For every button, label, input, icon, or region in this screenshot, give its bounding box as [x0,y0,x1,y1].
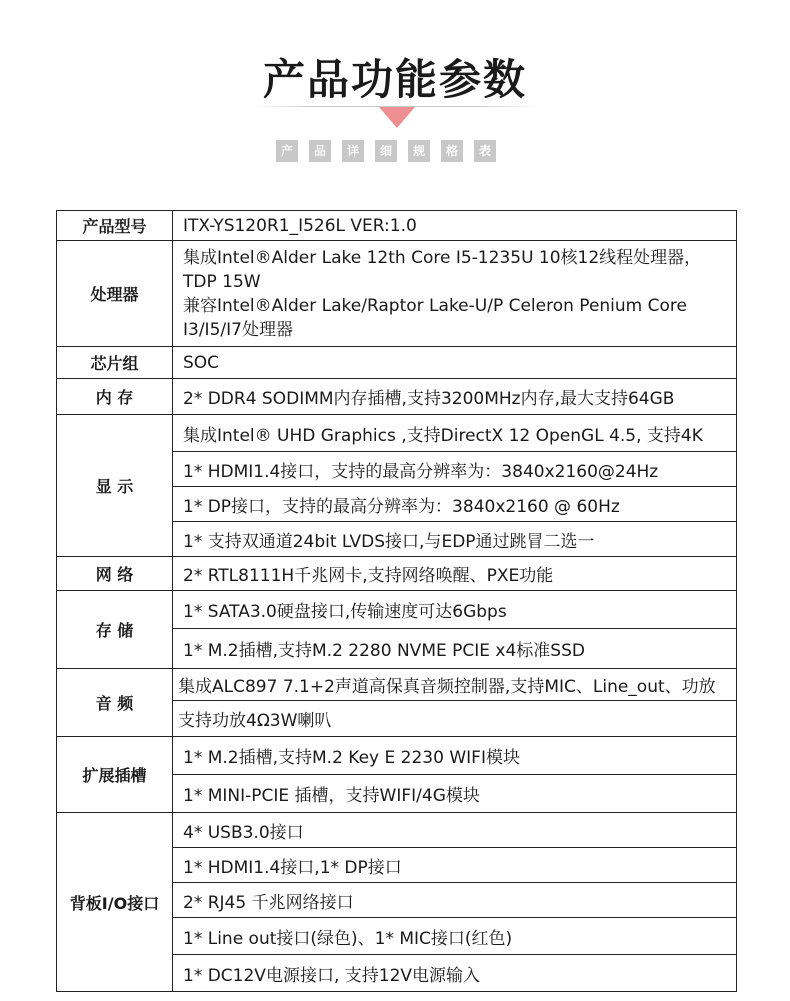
display-label: 显 示 [57,415,173,557]
storage-value: 1* M.2插槽,支持M.2 2280 NVME PCIE x4标准SSD [173,629,737,669]
title-block [0,0,790,200]
model-label: 产品型号 [57,211,173,241]
display-value: 1* 支持双通道24bit LVDS接口,与EDP通过跳冒二选一 [173,522,737,557]
chipset-label: 芯片组 [57,347,173,379]
cpu-line: 兼容Intel®Alder Lake/Raptor Lake-U/P Celeron Penium Core [183,295,687,316]
subtitle-char: 详 [342,140,364,162]
subtitle-char: 品 [309,140,331,162]
table-row-network [57,557,737,591]
table-row-model [57,211,737,241]
table-row-storage [57,591,737,629]
table-row-cpu [57,241,737,347]
spec-table [56,210,737,992]
rear-io-value: 1* Line out接口(绿色)、1* MIC接口(红色) [173,918,737,955]
cpu-line: 集成Intel®Alder Lake 12th Core I5-1235U 10核12线程处理器， [183,247,702,268]
rear-io-value: 1* DC12V电源接口, 支持12V电源输入 [173,955,737,992]
subtitle-char: 规 [408,140,430,162]
storage-label: 存 储 [57,591,173,669]
table-row-memory [57,379,737,415]
network-label: 网 络 [57,557,173,591]
display-value: 1* HDMI1.4接口，支持的最高分辨率为：3840x2160@24Hz [173,452,737,487]
table-row-display [57,415,737,452]
table-row-expansion [57,737,737,775]
subtitle-char: 产 [276,140,298,162]
chipset-value: SOC [173,347,737,379]
display-value: 集成Intel® UHD Graphics ,支持DirectX 12 OpenGL 4.5, 支持4K [173,415,737,452]
subtitle-char: 细 [375,140,397,162]
page-title: 产品功能参数 [262,55,527,104]
storage-value: 1* SATA3.0硬盘接口,传输速度可达6Gbps [173,591,737,629]
rear-io-value: 2* RJ45 千兆网络接口 [173,883,737,918]
cpu-line: TDP 15W [183,271,261,292]
subtitle-row [276,140,496,162]
rear-io-value: 1* HDMI1.4接口,1* DP接口 [173,848,737,883]
audio-value: 集成ALC897 7.1+2声道高保真音频控制器,支持MIC、Line_out、功放 [173,669,737,701]
memory-label: 内 存 [57,379,173,415]
display-value: 1* DP接口，支持的最高分辨率为：3840x2160 @ 60Hz [173,487,737,522]
expansion-value: 1* M.2插槽,支持M.2 Key E 2230 WIFI模块 [173,737,737,775]
table-row-chipset [57,347,737,379]
rear-io-label: 背板I/O接口 [57,813,173,992]
cpu-line: I3/I5/I7处理器 [183,319,293,340]
cpu-label: 处理器 [57,241,173,347]
table-row-audio [57,669,737,701]
memory-value: 2* DDR4 SODIMM内存插槽,支持3200MHz内存,最大支持64GB [173,379,737,415]
audio-label: 音 频 [57,669,173,737]
rear-io-value: 4* USB3.0接口 [173,813,737,848]
subtitle-char: 表 [474,140,496,162]
table-row-rear-io [57,813,737,848]
triangle-down-icon [379,107,415,128]
audio-value: 支持功放4Ω3W喇叭 [173,701,737,737]
model-value: ITX-YS120R1_I526L VER:1.0 [173,211,737,241]
network-value: 2* RTL8111H千兆网卡,支持网络唤醒、PXE功能 [173,557,737,591]
expansion-label: 扩展插槽 [57,737,173,813]
subtitle-char: 格 [441,140,463,162]
cpu-value [173,241,737,347]
expansion-value: 1* MINI-PCIE 插槽，支持WIFI/4G模块 [173,775,737,813]
